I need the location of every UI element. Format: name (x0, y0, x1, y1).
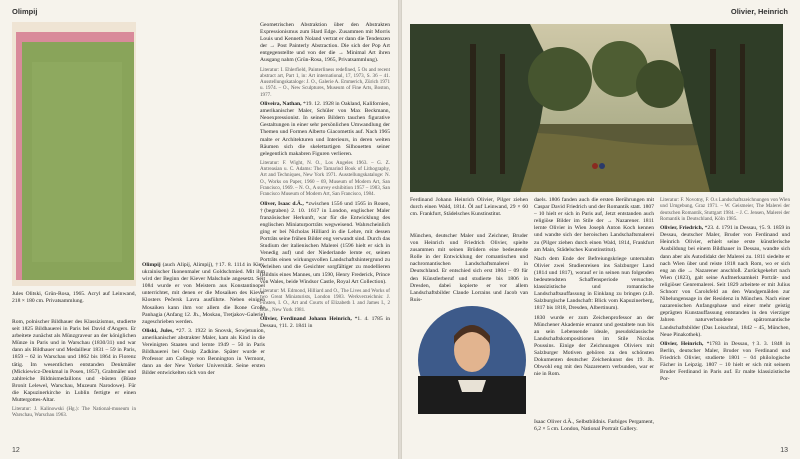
olivier-friedrich-entry (660, 225, 790, 339)
olivier-friedrich-body: *23. 4. 1791 in Dessau, †5. 9. 1859 in Dessau, deutscher Maler, Bruder von Ferdinand und Heinrich Olivier, erhielt seine erste künstlerische Ausbildung bei einem Bildhauer in Dessau, wandte sich dann aber als Autodidakt der Malerei zu. 1811 siedelte er nach Wien über und reiste 1818 nach Rom, wo er sich eng an die → Nazarener anschloß. Zurückgekehrt nach Wien (1823), galt seine Aufmerksamkeit Porträt- und religiöser Genremalerei. Seit 1829 arbeitete er mit Julius Schnorr von Carolsfeld an den Wandgemälden zur Nibelungensage in der Residenz in München. Nach einer nazarenischen Anfangsphase und einer mehr geistig geprägten Kunstauffassung entstanden in den vierziger Jahren naturverbundene spätromantische Landschaftsbilder (Das Loisachtal, 1842 – 45, München, Neue Pinakothek). (660, 225, 791, 338)
oliveira-entry (260, 101, 390, 158)
col3-text (260, 22, 390, 447)
colB-text (534, 197, 654, 378)
olivier-fj-para2: Nach dem Ende der Befreiungskriege unternahm Olivier zwei Studienreisen ins Salzburger Land (1814 und 1817), worauf er in seinen nun folgenden bedeutendsten Schaffensperiode versuchte, klassizistische und romantische Landschaftsauffassung in Einklang zu bringen (z.B. Salzburgische Landschaft: Blick vom Kapuzinerberg, 1817 bis 1818, Dresden, Albertinum). (534, 255, 654, 312)
oliveira-literature: Literatur: F. Wight, N. O., Los Angeles 1963. – G. Z. Antreasian u. C. Adams: The Tamarind Book of Lithography, Art and Techniques, New York 1971. Ausstellungskataloge: N. O., Works on Paper, 1960 – 69, Museum of Modern Art, San Francisco, 1969. – N. O., A survey exhibition 1957 – 1983, San Francisco Museum of Modern Art, San Francisco, 1984. (260, 159, 390, 198)
oliski-entry (142, 328, 265, 378)
olivier-fj-literature: Literatur: F. Novotny, F. O.s Landschaftszeichnungen von Wien und Umgebung, Graz 1971. – W. Geismeier, The Malerei der deutschen Romantik, Stuttgart 1984. – J. C. Jensen, Malerei der Romantik in Deutschland, Köln 1985. (660, 197, 790, 222)
oliveira-body: *19. 12. 1928 in Oakland, Kalifornien, amerikanischer Maler, Schüler von Max Beckmann, Neoexpressionist. In seinen Bildern tauchen figurative Gestaltungen in einer sehr persönlichen Umwandlung der Themen und Formen Alberto Giacomettis auf. Nach 1965 malte er Architekturen und Interieurs, in deren weiten Räumen sich die skelettartigen Silhouetten seiner gelegentlich makabren Figuren verlieren. (260, 101, 390, 157)
olivier-fj-continued: München, deutscher Maler und Zeichner, Bruder von Heinrich und Friedrich Olivier, spielte zusammen mit seinen Brüdern eine bedeutende Rolle in der Entwicklung der romantischen und nachromantischen Landschaftsmalerei in Deutschland. Er entschied sich erst 1804 – 09 für den Künstlerberuf und studierte bis 1806 in Dresden, dabei kopierte er vor allem Landschaftsbilder Claude Lorrains und Jacob van Ruis- (410, 233, 528, 303)
olivier-fj-para3: 1830 wurde er zum Zeichenprofessor an der Münchener Akademie ernannt und gestaltete nun bis an sein Lebensende ideale, pseudoklassische Landschaftskompositionen im Stile Nicolas Poussins. Einige der Zeichnungen Oliviers mit Salzburger Motiven gehören zu den schönsten Dokumenten deutscher Zeichenkunst des 19. Jh. Obwohl eng mit den Nazarenern verbunden, war er nie in Rom. (534, 314, 654, 378)
col2-lower-text (142, 262, 265, 452)
oliski-continued: Geometrischen Abstraktion über den Abstrakten Expressionismus zum Hard Edge. Zusammen mit Morris Louis und Kenneth Noland vertrat er dann die Tendenzen der → Post Painterly Abstraction. Die sich der Pop Art entgegenstellte und von der die → Minimal Art ihren Ausgang nahm (Grün-Rosa, 1965, Privatsammlung). (260, 22, 390, 64)
oliver-entry (260, 201, 390, 286)
plate-caption-olitski: Jules Olitski, Grün-Rosa, 1965. Acryl auf Leinwand, 218 × 180 cm. Privatsammlung. (12, 291, 136, 304)
olivier-fj-body: *1. 4. 1785 in Dessau, †11. 2. 1841 in (260, 315, 390, 329)
rom-literature: Literatur: J. Kalinowski (Hg.): The National-museum in Warschau, Warschau 1963. (12, 406, 136, 419)
left-page (0, 0, 398, 459)
olivier-heinrich-body: *1783 in Dessau, †3. 3. 1848 in Berlin, deutscher Maler, Bruder von Ferdinand und Friedrich Olivier, studierte 1801 – 04 philologische Fächer in Leipzig. 1807 – 10 hielt er sich mit seinem Bruder Ferdinand in Paris auf. Er malte klassizistische Por- (660, 340, 791, 383)
oliver-self-portrait (418, 306, 526, 414)
running-head-left: Olimpij (12, 7, 38, 16)
olivier-fj-headword: Olivier, Ferdinand Johann Heinrich, (260, 315, 352, 322)
olivier-fj-para1: daels. 1806 fanden auch die ersten Berührungen mit Caspar David Friedrich und der Romantik statt. 1807 – 10 hielt er sich in Paris auf, Jetzt entstanden auch religiöse Bilder im Stile der → Nazarener. 1811 lernte Olivier in Wien Joseph Anton Koch kennen und wandte sich der heroischen Landschaftsmalerei zu (Pilger ziehen durch einen Wald, 1814, Frankfurt am Main, Städelsches Kunstinstitut). (534, 197, 654, 253)
rom-paragraph: Rom, polnischer Bildhauer des Klassizismus, studierte seit 1825 Bildhauerei in Paris bei David d'Angers. Er arbeitete zunächst als Münzgraveur an der königlichen Münze in Paris und in Warschau (1830/31) und war dann als Bildhauer und Medailleur 1831 – 59 in Paris, 1859 – 62 in Warschau und 1862 bis 1864 in Florenz tätig. Im wesentlichen entstanden Denkmäler (Mickiewicz-Denkmal in Posen, 1857), Grabmäler und zahlreiche Bildnismedaillons und -büsten (Büste Bronit Lelewel, Warschau, Muzeum Narodowe). Für die Kapuzinerkirche in Lublin fertigte er einen Muttergottes-Altar. (12, 319, 136, 404)
oliver-headword: Oliver, Isaac d.Ä., (260, 200, 304, 207)
oliski-body: *27. 3. 1922 in Snovsk, Sowjetunion, amerikanischer abstrakter Maler, kam als Kind in die Vereinigten Staaten und lernte 1949 – 50 in Paris Bildhauerei bei Ossip Zadkine. Später wurde er Professor am College von Bennington in Vermont, dann an der New Yorker Universität. Seine ersten Bilder entwickelten sich von der (142, 327, 265, 377)
running-head-right: Olivier, Heinrich (730, 7, 788, 16)
folio-left: 12 (12, 447, 20, 454)
oliver-body: *zwischen 1556 und 1565 in Rouen, †(begraben) 2. 10. 1617 in London, englischer Maler französischer Herkunft, war für die Entwicklung des englischen Miniaturporträts wegweisend. Wahrscheinlich ging er bei Nicholas Hilliard in die Lehre, mit dessen Porträts seine frühen Bilder eng verwandt sind. Durch das Studium der italienischen Malerei (1596 hielt er sich in Venedig auf) und der Niederlande lernte er, seinen Porträts einen wirkungsvollen Landschaftshintergrund zu verleihen und die Gesichter sorgfältiger zu modellieren (Bildnis eines Mannes, um 1590, Henry Frederick, Prince von Wales, beide Windsor Castle, Royal Art Collection). (260, 200, 390, 285)
folio-right: 13 (780, 447, 788, 454)
oliski-literature: Literatur: I. Ehlerfield, Painterliness redefined, 5 Os and recent abstract art, Part 1, in: Art international, 17, 1973, S. 36 – 41. Ausstellungskataloge: J. O., Galerie A. Emmerich, Zürich 1971 u. 1974. – O., New Sculptures, Museum of Fine Arts, Boston, 1977. (260, 66, 390, 98)
olivier-fj-entry (260, 316, 390, 330)
olimpij-body: (auch Alipij, Alimpij), †17. 8. 1114 in Kiev, ukrainischer Ikonenmaler und Goldschmied. Mit ihm wird der Beginn der Kiever Malschule angesetzt. Seit 1084 wurde er von Meistern aus Konstantinopel unterrichtet, mit denen er die Mosaiken des Kiever Klosters Pečersk Lavra ausführte. Neben einigen Mosaiken kann ihm vor allem die Ikone Große Panhagia (Anfang 12. Jh., Moskau, Tretjakov-Galerie) zugeschrieben werden. (142, 262, 265, 325)
olitski-painting (12, 22, 136, 286)
olimpij-headword: Olimpij (142, 262, 161, 268)
oliver-literature: Literatur: M. Edmond, Hilliard and O., The Lives and Works of two Great Miniaturists, London 1983. Werkverzeichnis: J. Finsten, I. O., Art and Courts of Elizabeth I. and James I., 2 Bde., New York 1981. (260, 287, 390, 313)
right-page (402, 0, 800, 459)
colC-text (660, 197, 790, 449)
olivier-friedrich-headword: Olivier, Friedrich, (660, 225, 704, 232)
oliveira-headword: Oliveira, Nathan, (260, 101, 302, 108)
olivier-heinrich-headword: Olivier, Heinrich, (660, 340, 704, 347)
oliski-headword: Oliski, Jules, (142, 327, 174, 334)
col1-text (12, 319, 136, 447)
olivier-heinrich-entry (660, 341, 790, 384)
olimpij-entry (142, 262, 265, 326)
portrait-caption: Isaac Oliver d.Ä., Selbstbildnis. Farbiges Pergament, 6,2 × 5 cm. London, National Portrait Gallery. (534, 419, 654, 432)
landscape-caption: Ferdinand Johann Heinrich Olivier, Pilger ziehen durch einen Wald, 1814. Öl auf Leinwand, 29 × 60 cm. Frankfurt, Städelsches Kunstinstitut. (410, 197, 528, 217)
olivier-landscape-painting (410, 24, 783, 192)
